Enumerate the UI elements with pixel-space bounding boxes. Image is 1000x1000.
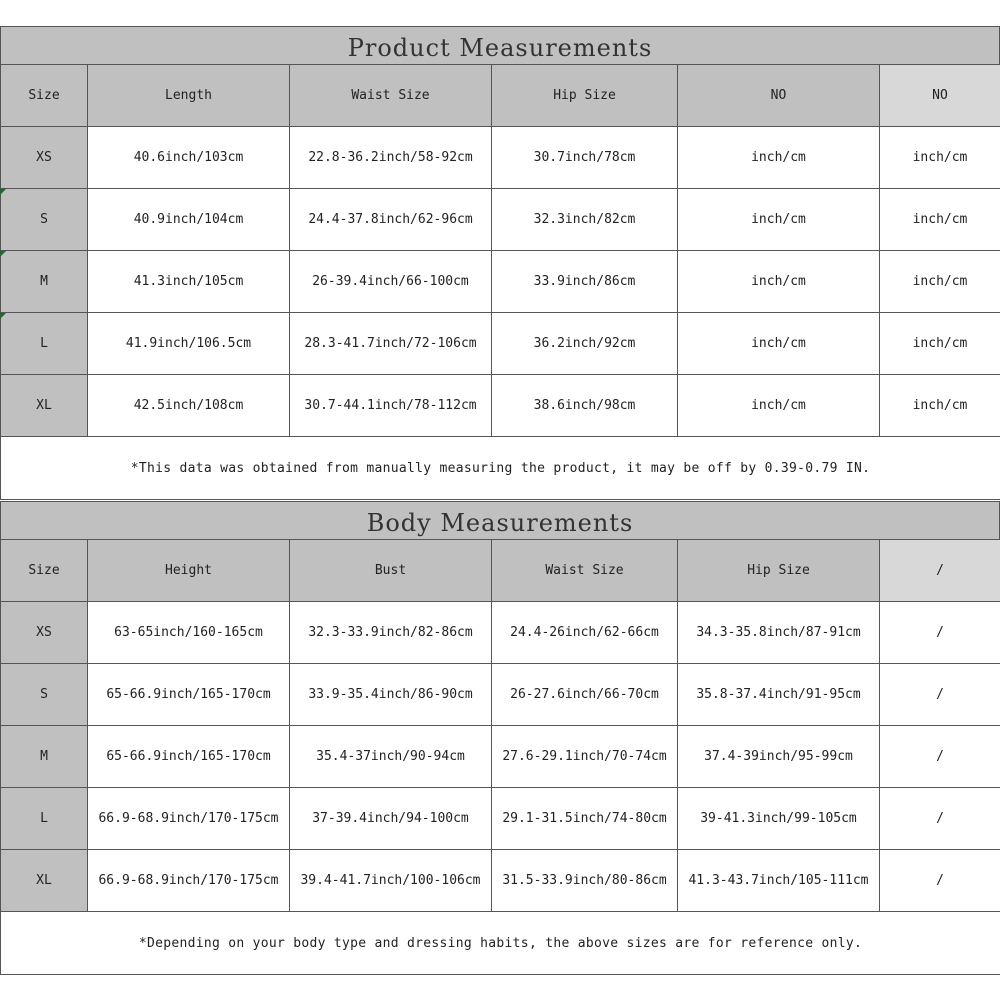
table-row bbox=[1, 602, 1000, 664]
table-cell: 41.3-43.7inch/105-111cm bbox=[678, 850, 880, 912]
table-cell: inch/cm bbox=[678, 375, 880, 437]
table-cell: inch/cm bbox=[678, 189, 880, 251]
table-cell: 65-66.9inch/165-170cm bbox=[88, 664, 290, 726]
table-row bbox=[1, 375, 1000, 437]
size-cell: XS bbox=[1, 127, 88, 189]
size-cell: M bbox=[1, 251, 88, 313]
table-cell: 41.3inch/105cm bbox=[88, 251, 290, 313]
table-cell: 38.6inch/98cm bbox=[492, 375, 678, 437]
table-cell: 66.9-68.9inch/170-175cm bbox=[88, 850, 290, 912]
header-cell: Hip Size bbox=[678, 540, 880, 602]
table-cell: inch/cm bbox=[678, 313, 880, 375]
table-cell: 36.2inch/92cm bbox=[492, 313, 678, 375]
table-row bbox=[1, 664, 1000, 726]
size-cell: XS bbox=[1, 602, 88, 664]
table-header-row bbox=[1, 65, 1000, 127]
size-cell: S bbox=[1, 664, 88, 726]
table-cell: inch/cm bbox=[678, 127, 880, 189]
product-note: *This data was obtained from manually measuring the product, it may be off by 0.39-0.79 IN. bbox=[1, 437, 1000, 500]
table-cell: inch/cm bbox=[880, 375, 1000, 437]
note-row bbox=[1, 912, 1000, 975]
table-cell: 28.3-41.7inch/72-106cm bbox=[290, 313, 492, 375]
header-cell: NO bbox=[678, 65, 880, 127]
table-cell: 27.6-29.1inch/70-74cm bbox=[492, 726, 678, 788]
table-cell: 40.9inch/104cm bbox=[88, 189, 290, 251]
header-cell: Length bbox=[88, 65, 290, 127]
table-row bbox=[1, 726, 1000, 788]
table-cell: 26-39.4inch/66-100cm bbox=[290, 251, 492, 313]
table-cell: inch/cm bbox=[880, 251, 1000, 313]
table-cell: 37-39.4inch/94-100cm bbox=[290, 788, 492, 850]
table-cell: 37.4-39inch/95-99cm bbox=[678, 726, 880, 788]
table-row bbox=[1, 313, 1000, 375]
size-cell: M bbox=[1, 726, 88, 788]
header-cell: NO bbox=[880, 65, 1000, 127]
table-cell: inch/cm bbox=[880, 313, 1000, 375]
table-cell: / bbox=[880, 850, 1000, 912]
table-cell: inch/cm bbox=[880, 127, 1000, 189]
table-cell: 22.8-36.2inch/58-92cm bbox=[290, 127, 492, 189]
size-cell: L bbox=[1, 788, 88, 850]
table-row bbox=[1, 251, 1000, 313]
table-cell: 29.1-31.5inch/74-80cm bbox=[492, 788, 678, 850]
table-cell: 34.3-35.8inch/87-91cm bbox=[678, 602, 880, 664]
size-cell: XL bbox=[1, 850, 88, 912]
header-cell: Height bbox=[88, 540, 290, 602]
table-row bbox=[1, 850, 1000, 912]
table-cell: 41.9inch/106.5cm bbox=[88, 313, 290, 375]
header-cell: Waist Size bbox=[492, 540, 678, 602]
table-cell: 63-65inch/160-165cm bbox=[88, 602, 290, 664]
table-cell: 30.7inch/78cm bbox=[492, 127, 678, 189]
table-cell: / bbox=[880, 664, 1000, 726]
table-cell: 31.5-33.9inch/80-86cm bbox=[492, 850, 678, 912]
product-measurements-table bbox=[0, 64, 1000, 500]
cell-marker bbox=[0, 251, 6, 257]
table-row bbox=[1, 189, 1000, 251]
header-cell: Bust bbox=[290, 540, 492, 602]
table-cell: 66.9-68.9inch/170-175cm bbox=[88, 788, 290, 850]
size-cell: L bbox=[1, 313, 88, 375]
table-cell: 40.6inch/103cm bbox=[88, 127, 290, 189]
table-cell: 33.9inch/86cm bbox=[492, 251, 678, 313]
table-cell: 42.5inch/108cm bbox=[88, 375, 290, 437]
table-cell: / bbox=[880, 788, 1000, 850]
header-cell: Waist Size bbox=[290, 65, 492, 127]
table-cell: 39-41.3inch/99-105cm bbox=[678, 788, 880, 850]
table-cell: 39.4-41.7inch/100-106cm bbox=[290, 850, 492, 912]
table-cell: 32.3inch/82cm bbox=[492, 189, 678, 251]
header-cell: / bbox=[880, 540, 1000, 602]
table-cell: 26-27.6inch/66-70cm bbox=[492, 664, 678, 726]
size-cell: XL bbox=[1, 375, 88, 437]
table-cell: 32.3-33.9inch/82-86cm bbox=[290, 602, 492, 664]
table-cell: / bbox=[880, 602, 1000, 664]
body-measurements-table bbox=[0, 539, 1000, 975]
table-header-row bbox=[1, 540, 1000, 602]
body-note: *Depending on your body type and dressing habits, the above sizes are for reference only. bbox=[1, 912, 1000, 975]
product-measurements-title: Product Measurements bbox=[0, 26, 1000, 65]
header-cell: Hip Size bbox=[492, 65, 678, 127]
table-row bbox=[1, 127, 1000, 189]
cell-marker bbox=[0, 189, 6, 195]
table-cell: 24.4-37.8inch/62-96cm bbox=[290, 189, 492, 251]
table-cell: 33.9-35.4inch/86-90cm bbox=[290, 664, 492, 726]
table-cell: 65-66.9inch/165-170cm bbox=[88, 726, 290, 788]
note-row bbox=[1, 437, 1000, 500]
table-cell: 30.7-44.1inch/78-112cm bbox=[290, 375, 492, 437]
table-cell: inch/cm bbox=[880, 189, 1000, 251]
size-cell: S bbox=[1, 189, 88, 251]
header-cell: Size bbox=[1, 65, 88, 127]
table-row bbox=[1, 788, 1000, 850]
body-measurements-title: Body Measurements bbox=[0, 501, 1000, 540]
table-cell: 35.8-37.4inch/91-95cm bbox=[678, 664, 880, 726]
table-cell: 35.4-37inch/90-94cm bbox=[290, 726, 492, 788]
table-cell: / bbox=[880, 726, 1000, 788]
table-cell: inch/cm bbox=[678, 251, 880, 313]
cell-marker bbox=[0, 313, 6, 319]
table-cell: 24.4-26inch/62-66cm bbox=[492, 602, 678, 664]
header-cell: Size bbox=[1, 540, 88, 602]
